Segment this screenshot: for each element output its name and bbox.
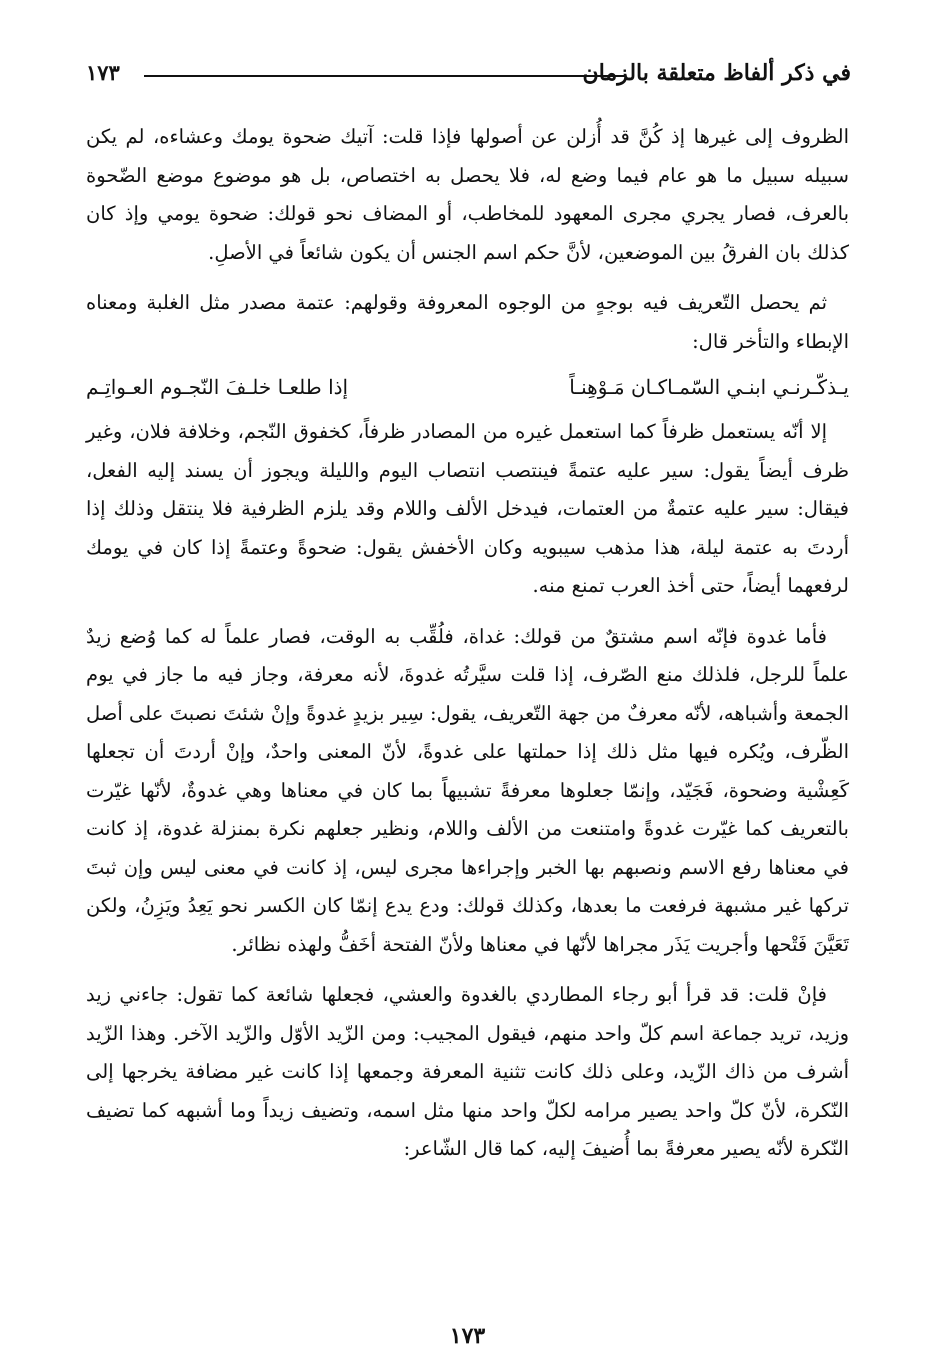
paragraph: فأما غدوة فإنّه اسم مشتقٌ من قولك: غداة، فلُقِّب به الوقت، فصار علماً له كما وُضع زيدٌ علماً للرجل، فلذلك منع الصّرف، إذا قلت سيَّرتُه غدوةَ، لأنه معرفة، وجاز فيه ما جاز في يوم الجمعة وأشباهه، لأنّه معرفٌ من جهة التّعريف، يقول: سِير بزيدٍ غدوةً وإنْ شئتَ نصبتَ على أصل الظّرف، ويُكره فيها مثل ذلك إذا حملتها على غدوةً، لأنّ المعنى واحدٌ، وإنْ أردتَ أن تجعلها كَعِشْية وضحوة، فَجَيّد، وإنمّا جعلوها معرفةً تشبيهاً بما كان في معناها وهي غدوةٌ، لأنّها غيّرت بالتعريف كما غيّرت غدوةً وامتنعت من الألف واللام، ونظير جعلهم نكرة بمنزلة غدوة، إذ كانت في معناها رفع الاسم ونصبهم بها الخبر وإجراءها مجرى ليس، إذ كانت في معنى ليس وإن ثبتَ تركها غير مشبهة فرفعت ما بعدها، وكذلك قولك: ودع يدع إنمّا كان الكسر نحو يَعِدُ ويَزِنُ، ولكن تَعَيَّنَ فَتْحها وأجريت يَذَر مجراها لأنّها في معناها ولأنّ الفتحة أخَفُّ ولهذه نظائر.	[86, 624, 849, 956]
header-rule	[144, 75, 626, 77]
paragraph: إلا أنّه يستعمل ظرفاً كما استعمل غيره من المصادر ظرفاً، كخفوق النّجم، وخلافة فلان، وغير ظرف أيضاً يقول: سير عليه عتمةً فينتصب انتصاب اليوم والليلة ويجوز أن يسند إليه الفعل، فيقال: سير عليه عتمةٌ من العتمات، فيدخل الألف واللام وقد يلزم الظرفية فلا ينتقل وذلك إذا أردتَ به عتمة ليلة، هذا مذهب سيبويه وكان الأخفش يقول: ضحوةً وعتمةً إذا كان في يومك لرفعهما أيضاً، حتى أخذ العرب تمنع منه.	[86, 420, 849, 597]
running-header	[86, 56, 851, 90]
verse-second-hemistich: إذا طلعـا خلـفَ النّجـوم العـواتِـم	[86, 375, 349, 399]
footer-page-number: ١٧٣	[449, 1323, 486, 1349]
body-text	[86, 118, 849, 1169]
paragraph: فإنْ قلت: قد قرأ أبو رجاء المطاردي بالغدوة والعشي، فجعلها شائعة كما تقول: جاءني زيد وزيد، تريد جماعة اسم كلّ واحد منهم، فيقول المجيب: ومن الزّيد الأوّل والزّيد الآخر. وهذا الزّيد أشرف من ذاك الزّيد، وعلى ذلك كانت تثنية المعرفة وجمعها إذا كانت غير مضافة يخرجها إلى النّكرة، لأنّ كلّ واحد يصير مرامه لكلّ واحد منها مثل اسمه، وتضيف زيداً وما أشبهه كما تضيف النّكرة لأنّه يصير معرفةً بما أُضيفَ إليه، كما قال الشّاعر:	[86, 983, 849, 1160]
poetry-verse	[86, 367, 849, 407]
verse-first-hemistich: يـذكّـرنـي ابنـي السّمـاكـان مَـوْهِنـاً	[569, 375, 849, 399]
header-title: في ذكر ألفاظ متعلقة بالزمان	[582, 60, 851, 86]
header-page-number: ١٧٣	[86, 60, 120, 85]
paragraph: ثم يحصل التّعريف فيه بوجهٍ من الوجوه المعروفة وقولهم: عتمة مصدر مثل الغلبة ومعناه الإبطاء والتأخر قال:	[86, 291, 849, 353]
paragraph: الظروف إلى غيرها إذ كُنَّ قد أُزلن عن أصولها فإذا قلت: آتيك ضحوة يومك وعشاءه، لم يكن سبيله سبيل ما هو عام فيما وضع له، فلا يحصل به اختصاص، بل هو موضوع موضع الضّحوة بالعرف، فصار يجري مجرى المعهود للمخاطب، أو المضاف نحو قولك: ضحوة يومي وإذ كان كذلك بان الفرقُ بين الموضعين، لأنَّ حكم اسم الجنس أن يكون شائعاً في الأصلِ.	[86, 125, 849, 264]
